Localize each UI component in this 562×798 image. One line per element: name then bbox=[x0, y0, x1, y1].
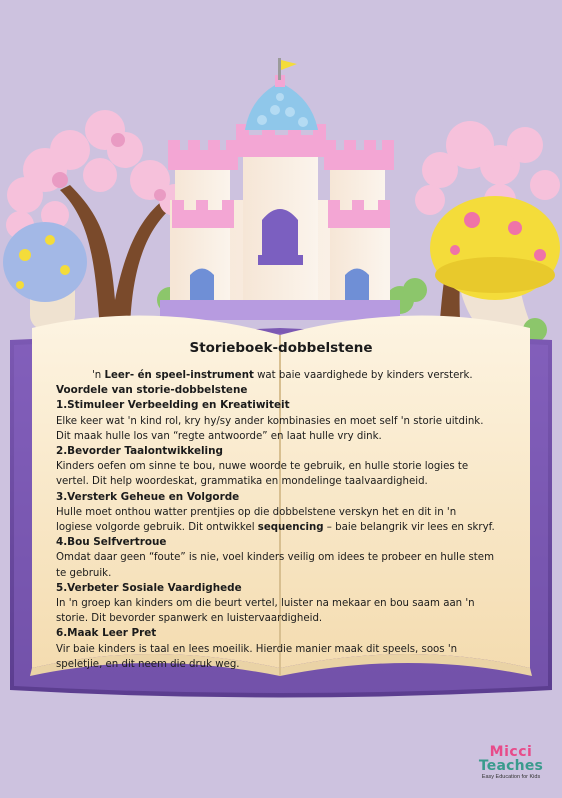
intro-text bbox=[56, 368, 506, 383]
section-6-line-2: speletjie, en dit neem die druk weg. bbox=[56, 658, 240, 670]
logo-line-1: Micci bbox=[489, 744, 533, 760]
section-6-line-1: Vir baie kinders is taal en lees moeilik. Hierdie manier maak dit speels, soos 'n bbox=[56, 643, 458, 655]
sequencing-term: sequencing bbox=[257, 522, 324, 534]
section-heading-3: 3.Versterk Geheue en Volgorde bbox=[56, 490, 240, 503]
section-heading-4: 4.Bou Selfvertroue bbox=[56, 536, 167, 549]
section-heading-2: 2.Bevorder Taalontwikkeling bbox=[56, 445, 223, 458]
page-title: Storieboek-dobbelstene bbox=[189, 340, 373, 356]
intro-prefix: 'n bbox=[92, 370, 105, 381]
blue-mushroom-icon bbox=[3, 222, 87, 330]
micci-teaches-logo bbox=[474, 745, 548, 780]
logo-line-2: Teaches bbox=[478, 758, 544, 774]
castle-icon bbox=[160, 58, 400, 320]
section-1-line-1: Elke keer wat 'n kind rol, kry hy/sy ander kombinasies en moet self 'n storie uitdink. bbox=[56, 415, 484, 427]
section-1-line-2: Dit maak hulle los van “regte antwoorde” en laat hulle vry dink. bbox=[56, 430, 382, 442]
section-2-line-1: Kinders oefen om sinne te bou, nuwe woorde te gebruik, en hulle storie logies te bbox=[56, 461, 469, 473]
section-4-line-1: Omdat daar geen “foute” is nie, voel kinders veilig om idees te probeer en hulle stem bbox=[56, 552, 494, 564]
intro-suffix: wat baie vaardighede by kinders versterk. bbox=[253, 370, 473, 381]
section-3-line-1: Hulle moet onthou watter prentjies op die dobbelstene verskyn het en dit in 'n bbox=[56, 506, 457, 518]
section-heading-6: 6.Maak Leer Pret bbox=[56, 627, 157, 640]
section-3-line-2-prefix: logiese volgorde gebruik. Dit ontwikkel bbox=[56, 522, 258, 534]
section-3-line-2 bbox=[56, 520, 506, 535]
book-page-content bbox=[56, 340, 506, 670]
section-2-line-2: vertel. Dit help woordeskat, grammatika en mondelinge taalvaardigheid. bbox=[56, 476, 428, 488]
benefits-heading: Voordele van storie-dobbelstene bbox=[56, 384, 248, 397]
section-5-line-1: In 'n groep kan kinders om die beurt vertel, luister na mekaar en bou saam aan 'n bbox=[56, 598, 475, 610]
section-heading-1: 1.Stimuleer Verbeelding en Kreatiwiteit bbox=[56, 399, 290, 412]
intro-bold: Leer- én speel-instrument bbox=[104, 370, 254, 381]
flag-icon bbox=[281, 60, 297, 70]
section-5-line-2: storie. Dit bevorder spanwerk en luistervaardigheid. bbox=[56, 613, 323, 625]
logo-tagline: Easy Education for Kids bbox=[481, 774, 541, 780]
section-3-line-2-suffix: – baie belangrik vir lees en skryf. bbox=[323, 522, 495, 534]
section-4-line-2: te gebruik. bbox=[56, 567, 112, 579]
section-heading-5: 5.Verbeter Sosiale Vaardighede bbox=[56, 581, 242, 594]
